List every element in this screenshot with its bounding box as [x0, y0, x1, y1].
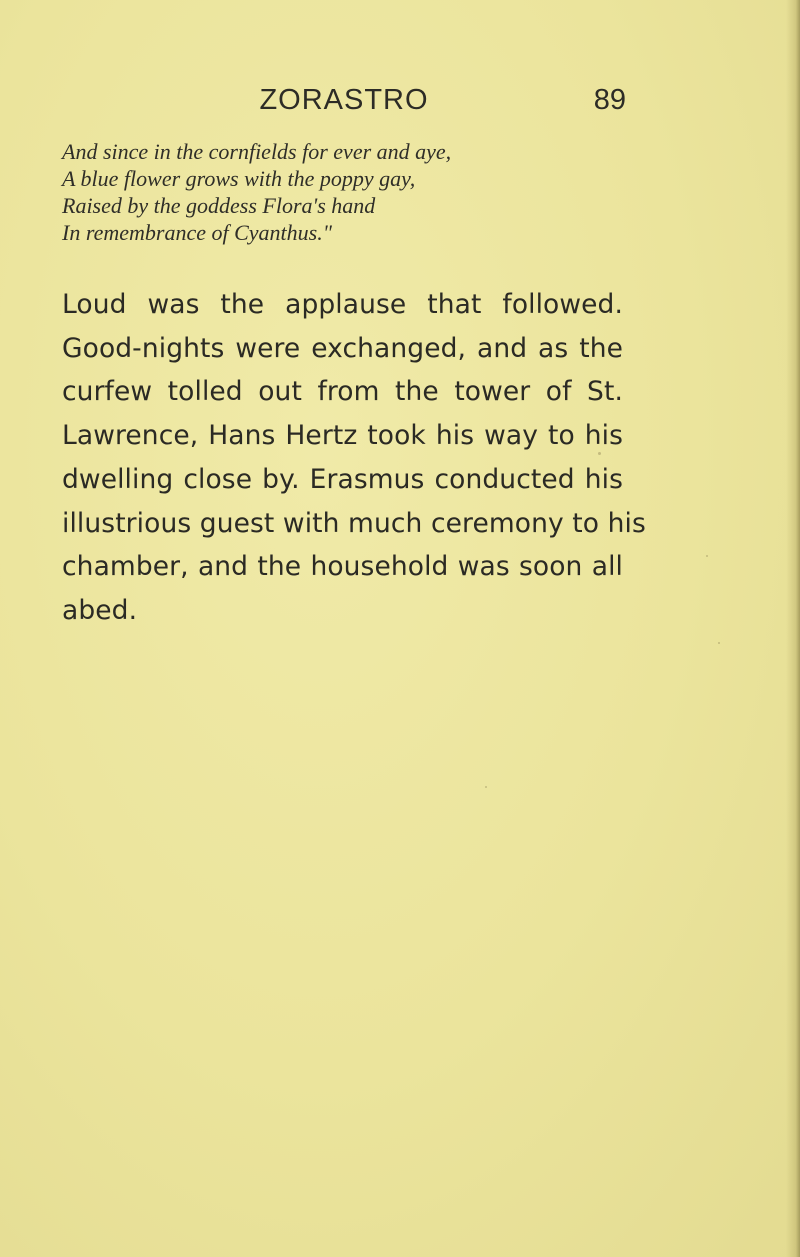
running-title: ZORASTRO: [259, 84, 429, 116]
verse-line: And since in the cornfields for ever and aye,: [62, 139, 452, 164]
paragraph-line: Loud was the applause that followed.: [62, 289, 623, 320]
page-edge-shadow: [786, 0, 800, 1257]
verse-stanza: [62, 138, 626, 246]
paragraph-line: abed.: [62, 594, 138, 626]
paragraph-line: dwelling close by. Erasmus conducted his: [62, 463, 623, 495]
verse-line: In remembrance of Cyanthus.": [62, 220, 332, 245]
paragraph-line: Good-nights were exchanged, and as the: [62, 332, 623, 364]
body-paragraph: [62, 283, 646, 633]
verse-line: A blue flower grows with the poppy gay,: [62, 166, 416, 191]
running-head: [62, 84, 626, 124]
verse-line: Raised by the goddess Flora's hand: [62, 193, 376, 218]
paragraph-line: curfew tolled out from the tower of St.: [62, 376, 623, 408]
paragraph-line: illustrious guest with much ceremony to his: [62, 507, 646, 539]
paragraph-line: Lawrence, Hans Hertz took his way to his: [62, 420, 623, 452]
paragraph-line: chamber, and the household was soon all: [62, 551, 623, 583]
page-number: 89: [593, 84, 626, 116]
